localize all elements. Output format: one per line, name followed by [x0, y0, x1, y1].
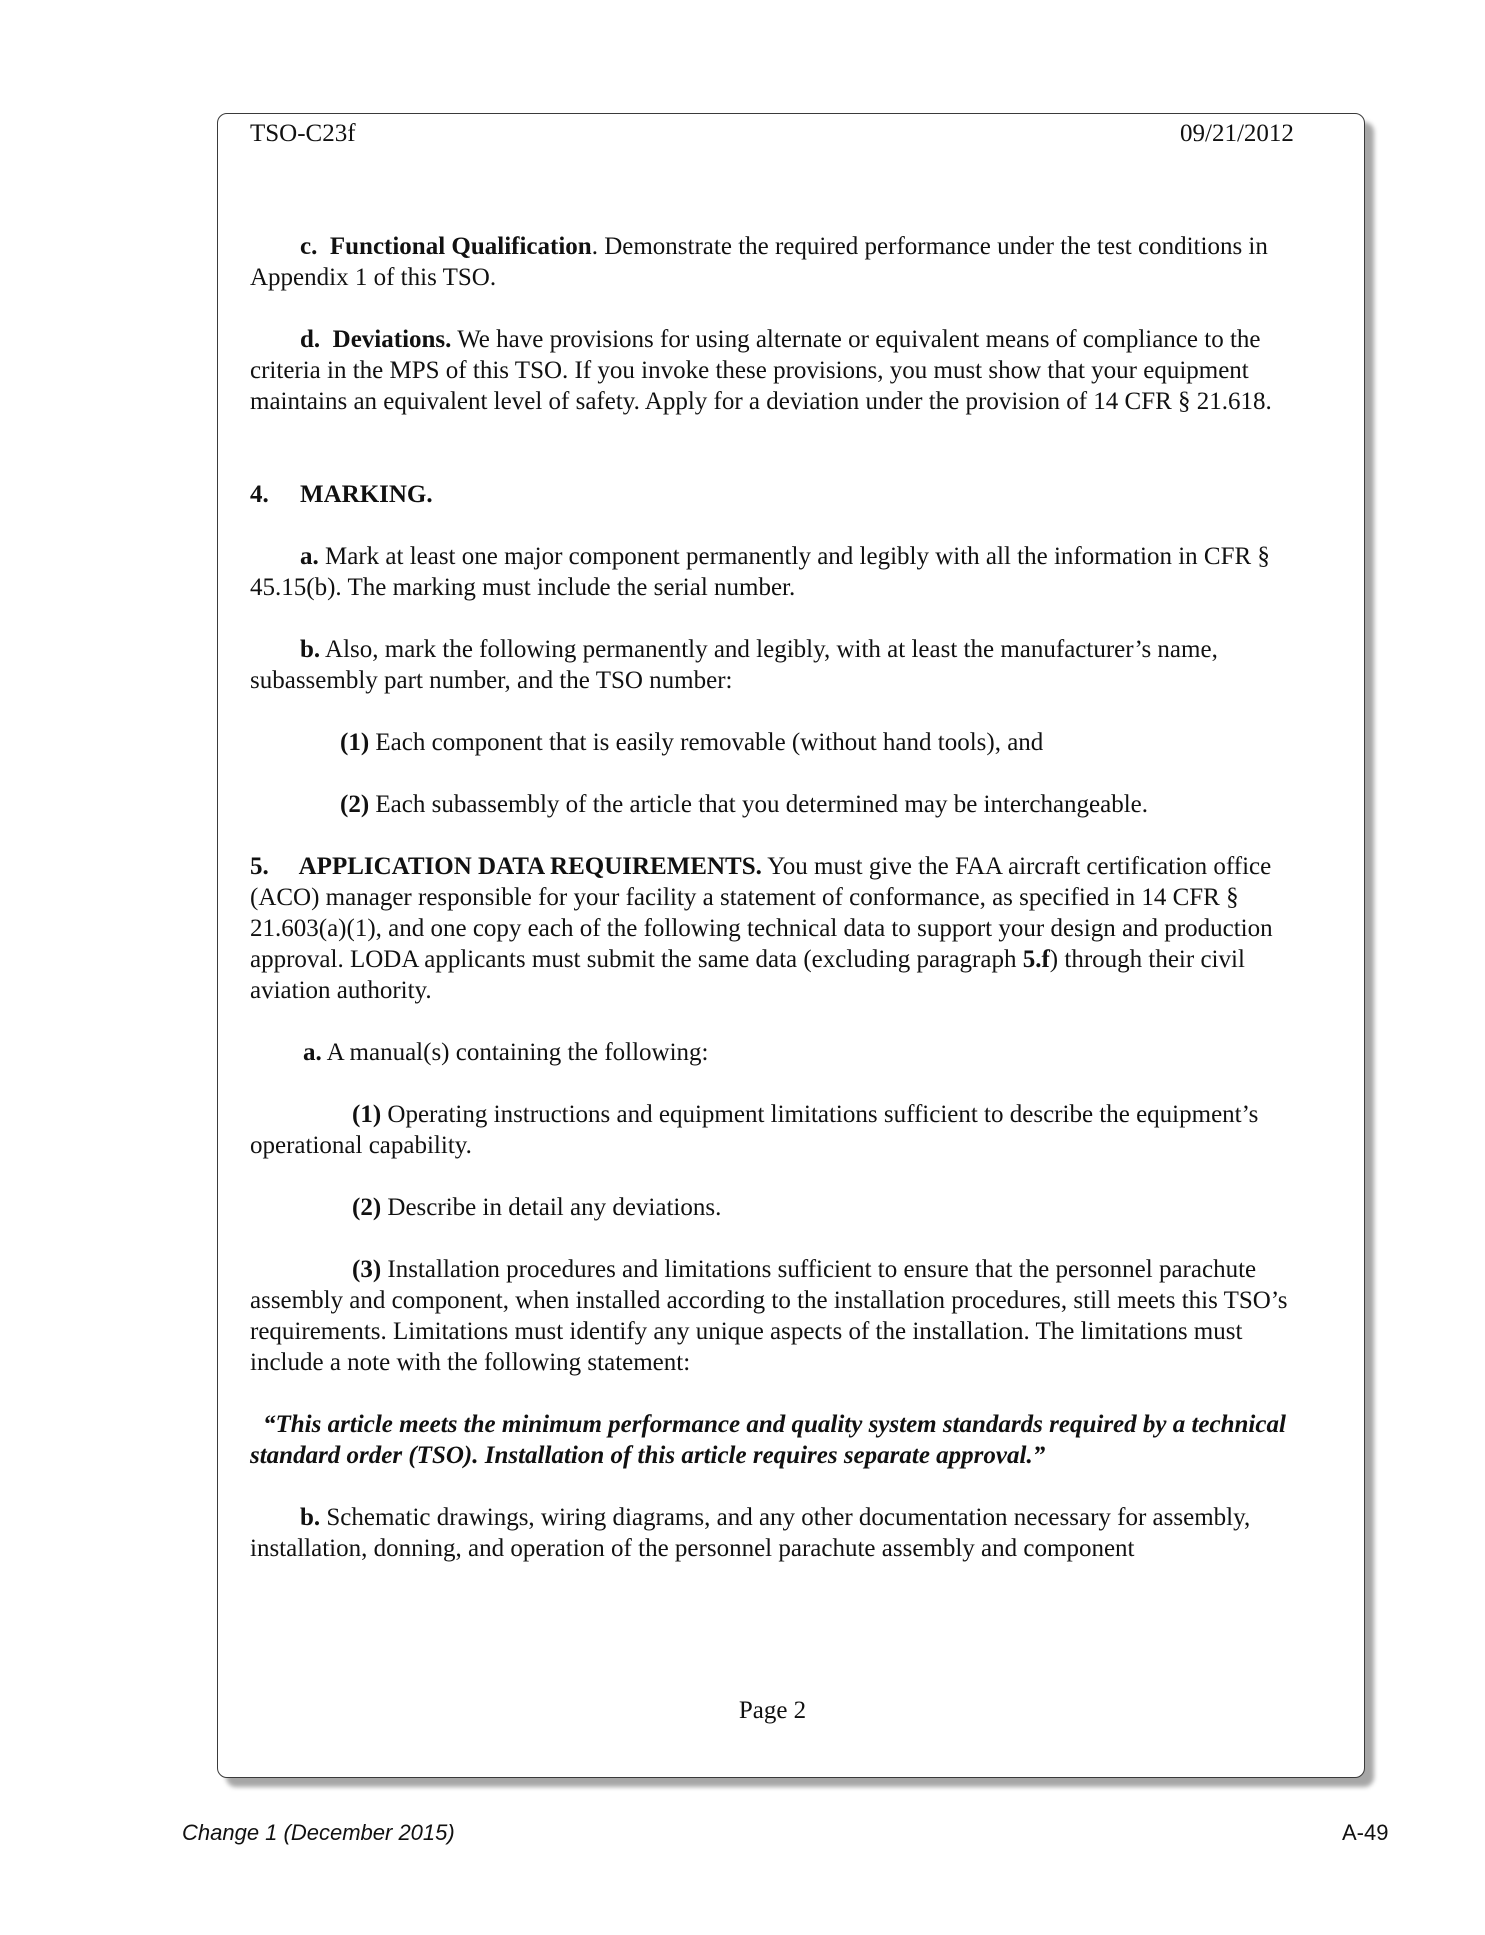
para-label: c.	[300, 233, 318, 260]
para-4b2	[250, 789, 1300, 820]
para-text: Operating instructions and equipment limitations sufficient to describe the equipment’s operational capability.	[250, 1101, 1259, 1159]
para-text-end: ) through their civil aviation authority.	[250, 946, 1245, 1004]
para-5a	[250, 1037, 1300, 1068]
para-5b	[250, 1502, 1300, 1564]
para-text: A manual(s) containing the following:	[321, 1039, 709, 1066]
para-label: (1)	[352, 1101, 382, 1128]
section-5	[250, 851, 1300, 1006]
para-5a2	[250, 1192, 1300, 1223]
para-label: a.	[300, 543, 319, 570]
para-label: (2)	[340, 791, 370, 818]
footer-page-ref: A-49	[1342, 1820, 1389, 1845]
para-label: b.	[300, 1504, 321, 1531]
section-4-heading: 4. MARKING.	[250, 481, 433, 508]
para-label: d.	[300, 326, 321, 353]
para-4b	[250, 634, 1300, 696]
para-5a1	[250, 1099, 1300, 1161]
section-heading: 5. APPLICATION DATA REQUIREMENTS.	[250, 853, 762, 880]
para-label: (1)	[340, 729, 370, 756]
para-text: Installation procedures and limitations sufficient to ensure that the personnel parachute assembly and component, when installed according to the installation procedures, still meets this TSO’s requirements. Limitations must identify any unique aspects of the installation. The limitations must include a note with the following statement:	[250, 1256, 1288, 1376]
para-title: Functional Qualification	[329, 233, 592, 260]
para-text: Schematic drawings, wiring diagrams, and any other documentation necessary for assembly, installation, donning, and operation of the personnel parachute assembly and component	[250, 1504, 1251, 1562]
required-statement: “This article meets the minimum performance and quality system standards required by a technical standard order (TSO). Installation of this article requires separate approval.”	[250, 1411, 1286, 1469]
para-text: Mark at least one major component permanently and legibly with all the information in CFR § 45.15(b). The marking must include the serial number.	[250, 543, 1270, 601]
para-text: Describe in detail any deviations.	[381, 1194, 722, 1221]
para-4a	[250, 541, 1300, 603]
para-ref: 5.f	[1022, 946, 1050, 973]
para-text: Also, mark the following permanently and legibly, with at least the manufacturer’s name, subassembly part number, and the TSO number:	[250, 636, 1218, 694]
doc-date: 09/21/2012	[1180, 120, 1294, 147]
footer-change-note: Change 1 (December 2015)	[182, 1820, 455, 1845]
doc-id: TSO-C23f	[250, 120, 356, 147]
para-text: Each component that is easily removable (without hand tools), and	[369, 729, 1044, 756]
para-label: (3)	[352, 1256, 382, 1283]
para-text: Each subassembly of the article that you determined may be interchangeable.	[369, 791, 1149, 818]
para-4b1	[250, 727, 1300, 758]
para-text: You must give the FAA aircraft certification office (ACO) manager responsible for your facility a statement of conformance, as specified in 14 CFR § 21.603(a)(1), and one copy each of the following technical data to support your design and production approval. LODA applicants must submit the same data (excluding paragraph	[250, 853, 1273, 973]
page-number: Page 2	[738, 1697, 807, 1724]
para-5a3	[250, 1254, 1300, 1378]
para-text: . Demonstrate the required performance under the test conditions in Appendix 1 of this TSO.	[250, 233, 1268, 291]
para-title: Deviations.	[332, 326, 452, 353]
para-label: (2)	[352, 1194, 382, 1221]
para-text: We have provisions for using alternate or equivalent means of compliance to the criteria in the MPS of this TSO. If you invoke these provisions, you must show that your equipment maintains an equivalent level of safety. Apply for a deviation under the provision of 14 CFR § 21.618.	[250, 326, 1272, 415]
para-4d	[250, 324, 1300, 417]
para-label: b.	[300, 636, 321, 663]
para-label: a.	[303, 1039, 322, 1066]
para-4c	[250, 231, 1300, 293]
